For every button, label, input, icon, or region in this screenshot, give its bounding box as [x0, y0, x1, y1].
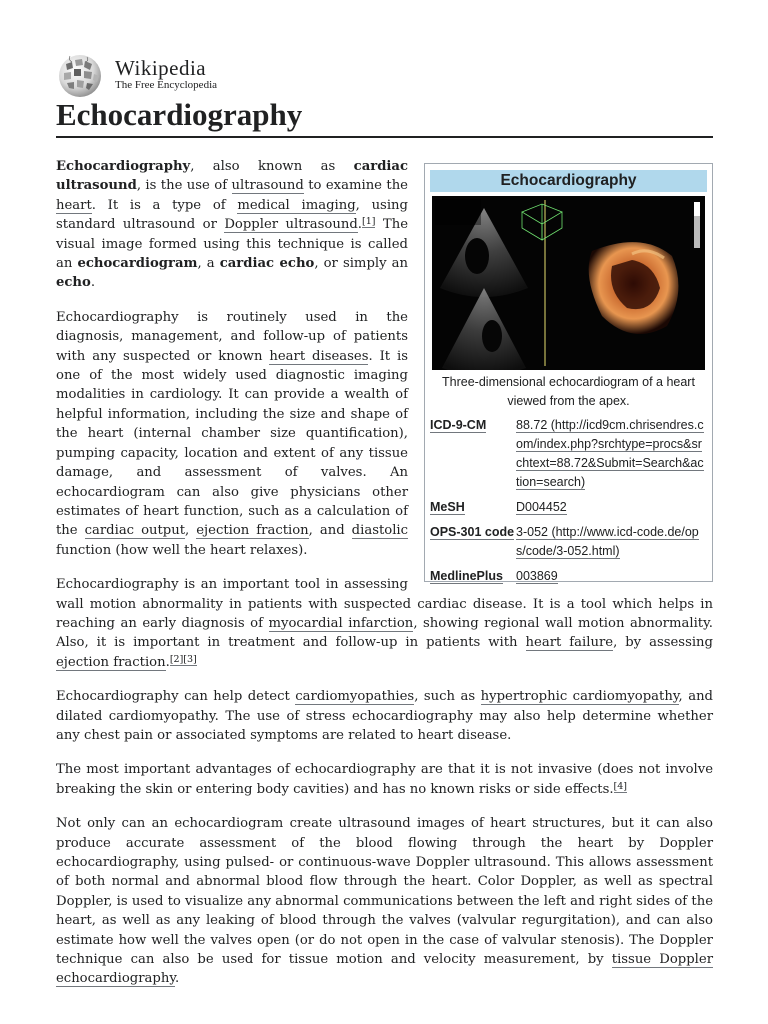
citation-4[interactable]: [4]	[613, 780, 628, 792]
text: .	[90, 275, 96, 291]
text: , a	[197, 256, 220, 272]
link-tissue-doppler-echocardiography[interactable]: tissue Doppler echocardiography	[56, 952, 713, 987]
infobox-row-mesh	[430, 495, 707, 520]
text: , and	[308, 523, 352, 539]
ops301-value-link[interactable]: 3-052 (http://www.icd-code.de/ops/code/3-052.html)	[516, 525, 699, 558]
paragraph-cardiomyopathies	[56, 687, 713, 745]
text: Not only can an echocardiogram create ultrasound images of heart structures, but it can also produce accurate assessment of the blood flowing through the heart by Doppler echocardiography, using pulsed- or continuous-wave Doppler ultrasound. This allows assessment of both normal and abnormal blood flow through the heart. Color Doppler, as well as spectral Doppler, is used to visualize any abnormal communications between the left and right sides of the heart, as well as any leaking of blood through the valves (valvular regurgitation), and can also estimate how well the valves open (or do not open in the case of valvular stenosis). The Doppler technique can also be used for tissue motion and velocity measurement, by	[56, 816, 713, 968]
link-ejection-fraction[interactable]: ejection fraction	[56, 654, 166, 670]
link-ejection-fraction[interactable]: ejection fraction	[196, 523, 309, 539]
link-diastolic[interactable]: diastolic	[351, 523, 409, 539]
infobox-label	[430, 495, 516, 520]
text: The visual image formed using this technique is called an	[56, 217, 408, 272]
link-heart[interactable]: heart	[56, 197, 92, 213]
bold-term: echo	[56, 275, 91, 291]
text: . It is a type of	[91, 197, 238, 213]
text: , by assessing	[613, 635, 713, 651]
text: . It is one of the most widely used diagnostic imaging modalities in cardiology. It can provide a wealth of helpful information, including the size and shape of the heart (internal chamber size quantification), pumping capacity, location and extent of any tissue damage, and assessment of valves. An echocardiogram can also give physicians other estimates of heart function, such as a calculation of the	[56, 348, 409, 539]
text: , using standard ultrasound or	[56, 197, 408, 233]
text: Echocardiography is an important tool in assessing wall motion abnormality in patients with suspected cardiac disease. It is a tool which helps in reaching an early diagnosis of	[56, 577, 713, 631]
site-tagline: The Free Encyclopedia	[115, 79, 218, 91]
text: .	[175, 971, 180, 987]
bold-term: Echocardiography	[56, 159, 191, 174]
bold-term: cardiac ultrasound	[56, 159, 408, 194]
link-ultrasound[interactable]: ultrasound	[231, 178, 304, 194]
infobox-title: Echocardiography	[430, 170, 707, 192]
link-doppler-ultrasound[interactable]: Doppler ultrasound	[224, 217, 358, 233]
infobox-value	[516, 564, 707, 589]
paragraph-doppler	[56, 814, 713, 989]
article-body	[56, 157, 713, 1004]
site-name: Wikipedia	[115, 56, 207, 80]
infobox-value	[516, 495, 707, 520]
text: , is the use of	[136, 178, 232, 194]
ops301-label-link[interactable]: OPS-301 code	[430, 525, 515, 539]
infobox-echocardiogram-image[interactable]	[432, 196, 705, 370]
citation-2[interactable]: [2]	[169, 653, 184, 665]
text: ,	[185, 523, 197, 539]
medlineplus-label-link[interactable]: MedlinePlus	[430, 569, 503, 583]
mesh-value-link[interactable]: D004452	[516, 500, 567, 514]
text: , also known as	[190, 159, 354, 174]
text: The most important advantages of echocardiography are that it is not invasive (does not involve breaking the skin or entering body cavities) and has no known risks or side effects.	[56, 762, 713, 797]
infobox-row-medlineplus	[430, 564, 707, 589]
infobox-table	[430, 413, 707, 589]
bold-term: echocardiogram	[77, 256, 198, 272]
mesh-label-link[interactable]: MeSH	[430, 500, 465, 514]
text: to examine the	[303, 178, 408, 194]
link-hypertrophic-cardiomyopathy[interactable]: hypertrophic cardiomyopathy	[480, 689, 679, 705]
infobox-label	[430, 564, 516, 589]
medlineplus-value-link[interactable]: 003869	[516, 569, 558, 583]
text: Echocardiography can help detect	[56, 689, 296, 705]
text: , or simply an	[314, 256, 408, 272]
page-title: Echocardiography	[56, 95, 713, 138]
text: .	[357, 217, 362, 233]
citation-3[interactable]: [3]	[183, 653, 197, 665]
infobox-row-icd9cm	[430, 413, 707, 495]
icd9cm-value-link[interactable]: 88.72 (http://icd9cm.chrisendres.com/index.php?srchtype=procs&srchtext=88.72&Submit=Search&action=search)	[516, 418, 704, 489]
infobox-label	[430, 413, 516, 495]
infobox-caption: Three-dimensional echocardiogram of a heart viewed from the apex.	[442, 375, 695, 408]
link-heart-diseases[interactable]: heart diseases	[269, 348, 369, 364]
infobox-label	[430, 520, 516, 564]
bold-term: cardiac echo	[219, 256, 315, 272]
infobox-row-ops301	[430, 520, 707, 564]
text: , showing regional wall motion abnormality. Also, it is important in treatment and follow-up in patients with	[56, 615, 713, 651]
link-heart-failure[interactable]: heart failure	[525, 635, 614, 651]
infobox-value	[516, 413, 707, 495]
citation-1[interactable]: [1]	[362, 216, 376, 228]
link-cardiomyopathies[interactable]: cardiomyopathies	[295, 689, 415, 705]
link-cardiac-output[interactable]: cardiac output	[84, 523, 186, 539]
icd9cm-label-link[interactable]: ICD-9-CM	[430, 418, 487, 432]
paragraph-wall-motion	[56, 575, 713, 672]
text: function (how well the heart relaxes).	[56, 542, 308, 558]
wikipedia-wordmark[interactable]	[115, 56, 217, 91]
infobox	[424, 163, 713, 582]
text: .	[165, 654, 170, 670]
link-myocardial-infarction[interactable]: myocardial infarction	[268, 615, 414, 631]
echocardiogram-picture	[432, 196, 705, 370]
link-medical-imaging[interactable]: medical imaging	[237, 197, 356, 213]
text: Echocardiography is routinely used in the diagnosis, management, and follow-up of patients with any suspected or known	[56, 309, 408, 364]
infobox-value	[516, 520, 707, 564]
paragraph-advantages	[56, 760, 713, 799]
wikipedia-globe-logo[interactable]	[56, 54, 104, 98]
text: , such as	[414, 689, 481, 705]
text: , and dilated cardiomyopathy. The use of stress echocardiography may also help determine whether any chest pain or associated symptoms are related to heart disease.	[56, 689, 714, 743]
